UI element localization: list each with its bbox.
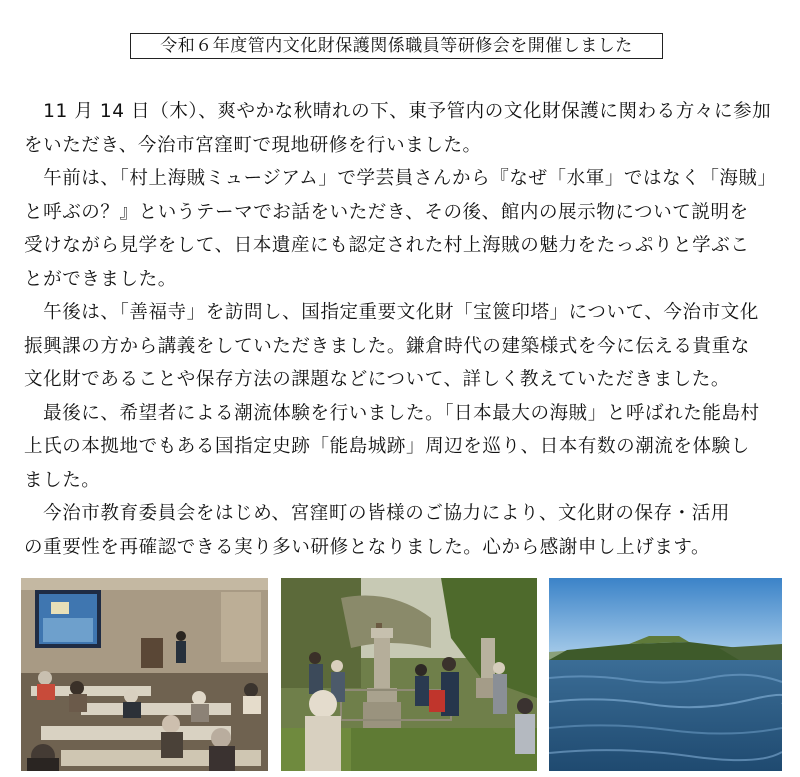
paragraph-afternoon [24,296,784,397]
text-line: 上氏の本拠地でもある国指定史跡「能島城跡」周辺を巡り、日本有数の潮流を体験し [24,436,750,457]
article-body [24,95,784,564]
text-line: 11 月 14 日（木）、爽やかな秋晴れの下、東予管内の文化財保護に関わる方々に参加 [24,101,772,122]
noshima-island-sea-photo [549,578,782,771]
text-line: ました。 [24,469,101,491]
paragraph-thanks [24,497,784,564]
temple-pagoda-visit-photo [281,578,537,771]
text-line: 文化財であることや保存方法の課題などについて、詳しく教えていただきました。 [24,369,730,390]
text-line: 最後に、希望者による潮流体験を行いました。「日本最大の海賊」と呼ばれた能島村 [24,402,760,424]
text-line: の重要性を再確認できる実り多い研修となりました。心から感謝申し上げます。 [24,536,711,558]
text-line: をいただき、今治市宮窪町で現地研修を行いました。 [24,134,482,156]
page-title: 令和６年度管内文化財保護関係職員等研修会を開催しました [130,33,663,59]
text-line: 振興課の方から講義をしていただきました。鎌倉時代の建築様式を今に伝える貴重な [24,335,750,357]
text-line: と呼ぶの？』というテーマでお話をいただき、その後、館内の展示物について説明を [24,201,749,223]
text-line: 受けながら見学をして、日本遺産にも認定された村上海賊の魅力をたっぷりと学ぶこ [24,235,750,256]
paragraph-morning [24,162,784,296]
text-line: 今治市教育委員会をはじめ、宮窪町の皆様のご協力により、文化財の保存・活用 [24,503,730,524]
text-line: 午前は、「村上海賊ミュージアム」で学芸員さんから『なぜ「水軍」ではなく「海賊」 [24,168,777,189]
text-line: 午後は、「善福寺」を訪問し、国指定重要文化財「宝篋印塔」について、今治市文化 [24,302,759,323]
paragraph-intro [24,95,784,162]
text-line: とができました。 [24,268,177,290]
paragraph-tide-experience [24,397,784,498]
museum-lecture-photo [21,578,268,771]
